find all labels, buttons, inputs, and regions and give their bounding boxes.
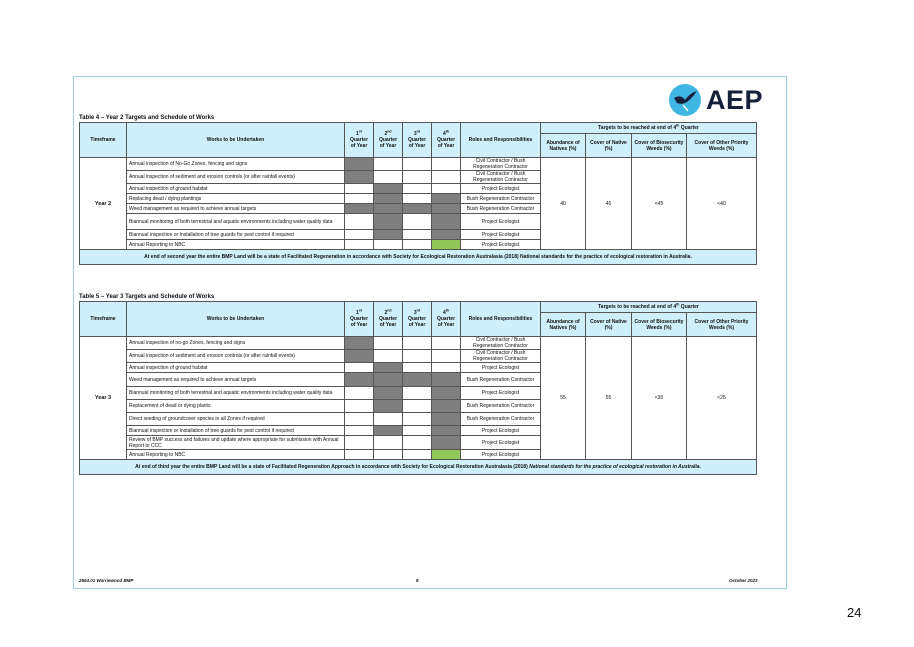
work-cell: Annual inspection of sediment and erosion controls (or after rainfall events) bbox=[127, 350, 345, 363]
table-row bbox=[80, 337, 757, 350]
quarter-4-cell bbox=[432, 350, 461, 363]
quarter-3-cell bbox=[403, 387, 432, 400]
quarter-3-cell bbox=[403, 350, 432, 363]
quarter-3-cell bbox=[403, 214, 432, 230]
header-q2: 2nd Quarter of Year bbox=[374, 123, 403, 158]
role-cell: Project Ecologist bbox=[461, 240, 541, 250]
role-cell: Bush Regeneration Contractor bbox=[461, 400, 541, 413]
footer-date: October 2023 bbox=[729, 578, 758, 583]
target-cover-other: <40 bbox=[687, 158, 757, 250]
target-cover-other: <25 bbox=[687, 337, 757, 460]
quarter-1-cell bbox=[345, 158, 374, 171]
role-cell: Bush Regeneration Contractor bbox=[461, 373, 541, 387]
role-cell: Project Ecologist bbox=[461, 387, 541, 400]
quarter-3-cell bbox=[403, 240, 432, 250]
target-cover-biosecurity: <45 bbox=[632, 158, 687, 250]
quarter-1-cell bbox=[345, 400, 374, 413]
year-3-schedule-table bbox=[79, 301, 757, 475]
quarter-3-cell bbox=[403, 337, 432, 350]
quarter-1-cell bbox=[345, 436, 374, 450]
quarter-2-cell bbox=[374, 350, 403, 363]
header-abundance: Abundance of Natives (%) bbox=[541, 313, 586, 337]
header-q4: 4th Quarter of Year bbox=[432, 123, 461, 158]
quarter-4-cell bbox=[432, 230, 461, 240]
work-cell: Annual Reporting to NBC bbox=[127, 450, 345, 460]
quarter-3-cell bbox=[403, 230, 432, 240]
quarter-4-cell bbox=[432, 426, 461, 436]
header-abundance: Abundance of Natives (%) bbox=[541, 134, 586, 158]
header-cover-other: Cover of Other Priority Weeds (%) bbox=[687, 134, 757, 158]
work-cell: Biannual inspection or Installation of tree guards for pest control if required bbox=[127, 426, 345, 436]
quarter-4-cell bbox=[432, 450, 461, 460]
work-cell: Annual inspection of sediment and erosion controls (or after rainfall events) bbox=[127, 171, 345, 184]
header-works: Works to be Undertaken bbox=[127, 123, 345, 158]
table-footnote: At end of third year the entire BMP Land will be a state of Facilitated Regeneration Approach in accordance with Society for Ecological Restoration Australasia (2018) National standards for the practice of ecological restoration in Australia. bbox=[80, 460, 757, 475]
quarter-1-cell bbox=[345, 230, 374, 240]
work-cell: Annual inspection of ground habitat bbox=[127, 363, 345, 373]
quarter-2-cell bbox=[374, 214, 403, 230]
quarter-4-cell bbox=[432, 436, 461, 450]
work-cell: Annual Reporting to NBC bbox=[127, 240, 345, 250]
quarter-2-cell bbox=[374, 194, 403, 204]
footer-page-number: 8 bbox=[416, 578, 419, 583]
header-cover-native: Cover of Native (%) bbox=[586, 134, 632, 158]
header-roles: Roles and Responsibilities bbox=[461, 302, 541, 337]
work-cell: Annual inspection of No-Go Zones, fencing and signs bbox=[127, 158, 345, 171]
quarter-2-cell bbox=[374, 184, 403, 194]
table-4-title: Table 4 – Year 2 Targets and Schedule of Works bbox=[79, 115, 215, 121]
quarter-1-cell bbox=[345, 373, 374, 387]
quarter-3-cell bbox=[403, 184, 432, 194]
header-cover-biosecurity: Cover of Biosecurity Weeds (%) bbox=[632, 313, 687, 337]
quarter-3-cell bbox=[403, 413, 432, 426]
quarter-4-cell bbox=[432, 194, 461, 204]
quarter-2-cell bbox=[374, 204, 403, 214]
quarter-4-cell bbox=[432, 158, 461, 171]
header-cover-native: Cover of Native (%) bbox=[586, 313, 632, 337]
quarter-2-cell bbox=[374, 363, 403, 373]
role-cell: Civil Contractor / Bush Regeneration Contractor bbox=[461, 171, 541, 184]
quarter-3-cell bbox=[403, 204, 432, 214]
logo-text: AEP bbox=[706, 85, 764, 115]
header-q1: 1st Quarter of Year bbox=[345, 123, 374, 158]
quarter-4-cell bbox=[432, 184, 461, 194]
header-works: Works to be Undertaken bbox=[127, 302, 345, 337]
quarter-3-cell bbox=[403, 436, 432, 450]
quarter-2-cell bbox=[374, 171, 403, 184]
quarter-1-cell bbox=[345, 387, 374, 400]
quarter-2-cell bbox=[374, 400, 403, 413]
quarter-2-cell bbox=[374, 413, 403, 426]
quarter-3-cell bbox=[403, 158, 432, 171]
quarter-1-cell bbox=[345, 214, 374, 230]
quarter-2-cell bbox=[374, 158, 403, 171]
quarter-3-cell bbox=[403, 363, 432, 373]
role-cell: Project Ecologist bbox=[461, 214, 541, 230]
quarter-1-cell bbox=[345, 194, 374, 204]
slide-page-number: 24 bbox=[847, 605, 862, 620]
timeframe-cell: Year 3 bbox=[80, 337, 127, 460]
bird-icon bbox=[668, 83, 702, 117]
quarter-1-cell bbox=[345, 450, 374, 460]
header-cover-biosecurity: Cover of Biosecurity Weeds (%) bbox=[632, 134, 687, 158]
quarter-4-cell bbox=[432, 240, 461, 250]
quarter-1-cell bbox=[345, 426, 374, 436]
role-cell: Project Ecologist bbox=[461, 436, 541, 450]
quarter-2-cell bbox=[374, 230, 403, 240]
header-roles: Roles and Responsibilities bbox=[461, 123, 541, 158]
quarter-4-cell bbox=[432, 337, 461, 350]
header-timeframe: Timeframe bbox=[80, 302, 127, 337]
quarter-1-cell bbox=[345, 363, 374, 373]
quarter-1-cell bbox=[345, 350, 374, 363]
target-cover-biosecurity: <30 bbox=[632, 337, 687, 460]
target-abundance: 55 bbox=[541, 337, 586, 460]
work-cell: Annual inspection of ground habitat bbox=[127, 184, 345, 194]
quarter-2-cell bbox=[374, 387, 403, 400]
quarter-2-cell bbox=[374, 240, 403, 250]
aep-logo bbox=[668, 83, 764, 117]
work-cell: Replacement of dead or dying plants bbox=[127, 400, 345, 413]
quarter-1-cell bbox=[345, 240, 374, 250]
header-timeframe: Timeframe bbox=[80, 123, 127, 158]
year-2-schedule-table bbox=[79, 122, 757, 265]
role-cell: Civil Contractor / Bush Regeneration Contractor bbox=[461, 350, 541, 363]
quarter-1-cell bbox=[345, 171, 374, 184]
quarter-4-cell bbox=[432, 214, 461, 230]
quarter-2-cell bbox=[374, 373, 403, 387]
header-q3: 3rd Quarter of Year bbox=[403, 123, 432, 158]
quarter-3-cell bbox=[403, 400, 432, 413]
work-cell: Replacing dead / dying plantings bbox=[127, 194, 345, 204]
role-cell: Civil Contractor / Bush Regeneration Contractor bbox=[461, 337, 541, 350]
header-q3: 3rd Quarter of Year bbox=[403, 302, 432, 337]
quarter-2-cell bbox=[374, 337, 403, 350]
role-cell: Project Ecologist bbox=[461, 426, 541, 436]
quarter-3-cell bbox=[403, 450, 432, 460]
role-cell: Bush Regeneration Contractor bbox=[461, 413, 541, 426]
quarter-1-cell bbox=[345, 413, 374, 426]
table-footnote: At end of second year the entire BMP Land will be a state of Facilitated Regeneration in accordance with Society for Ecological Restoration Australasia (2018) National standards for the practice of ecological restoration in Australia. bbox=[80, 250, 757, 265]
target-abundance: 40 bbox=[541, 158, 586, 250]
work-cell: Weed management as required to achieve annual targets bbox=[127, 373, 345, 387]
header-targets: Targets to be reached at end of 4th Quarter bbox=[541, 123, 757, 134]
quarter-1-cell bbox=[345, 184, 374, 194]
role-cell: Civil Contractor / Bush Regeneration Contractor bbox=[461, 158, 541, 171]
header-q4: 4th Quarter of Year bbox=[432, 302, 461, 337]
quarter-2-cell bbox=[374, 436, 403, 450]
quarter-1-cell bbox=[345, 337, 374, 350]
work-cell: Biannual monitoring of both terrestrial and aquatic environments including water quality data bbox=[127, 387, 345, 400]
quarter-4-cell bbox=[432, 363, 461, 373]
quarter-2-cell bbox=[374, 450, 403, 460]
target-cover-native: 45 bbox=[586, 158, 632, 250]
role-cell: Bush Regeneration Contractor bbox=[461, 204, 541, 214]
role-cell: Project Ecologist bbox=[461, 363, 541, 373]
quarter-3-cell bbox=[403, 426, 432, 436]
header-q2: 2nd Quarter of Year bbox=[374, 302, 403, 337]
work-cell: Biannual inspection or Installation of tree guards for pest control if required bbox=[127, 230, 345, 240]
quarter-4-cell bbox=[432, 400, 461, 413]
footer-document-id: 2564.01 Warriewood BMP bbox=[79, 578, 134, 583]
role-cell: Project Ecologist bbox=[461, 184, 541, 194]
quarter-4-cell bbox=[432, 373, 461, 387]
header-q1: 1st Quarter of Year bbox=[345, 302, 374, 337]
work-cell: Weed management as required to achieve annual targets bbox=[127, 204, 345, 214]
quarter-1-cell bbox=[345, 204, 374, 214]
quarter-2-cell bbox=[374, 426, 403, 436]
header-targets: Targets to be reached at end of 4th Quarter bbox=[541, 302, 757, 313]
role-cell: Bush Regeneration Contractor bbox=[461, 194, 541, 204]
quarter-4-cell bbox=[432, 413, 461, 426]
table-row bbox=[80, 158, 757, 171]
table-5-title: Table 5 – Year 3 Targets and Schedule of Works bbox=[79, 294, 215, 300]
work-cell: Review of BMP success and failures and update where appropriate for submission with Annual Report to CCC bbox=[127, 436, 345, 450]
role-cell: Project Ecologist bbox=[461, 450, 541, 460]
role-cell: Project Ecologist bbox=[461, 230, 541, 240]
document-page bbox=[73, 76, 787, 589]
quarter-4-cell bbox=[432, 171, 461, 184]
timeframe-cell: Year 2 bbox=[80, 158, 127, 250]
quarter-3-cell bbox=[403, 373, 432, 387]
quarter-4-cell bbox=[432, 387, 461, 400]
work-cell: Direct seeding of groundcover species in all Zones if required bbox=[127, 413, 345, 426]
quarter-3-cell bbox=[403, 194, 432, 204]
quarter-3-cell bbox=[403, 171, 432, 184]
header-cover-other: Cover of Other Priority Weeds (%) bbox=[687, 313, 757, 337]
target-cover-native: 55 bbox=[586, 337, 632, 460]
quarter-4-cell bbox=[432, 204, 461, 214]
work-cell: Biannual monitoring of both terrestrial and aquatic environments including water quality data bbox=[127, 214, 345, 230]
work-cell: Annual inspection of no-go Zones, fencing and signs bbox=[127, 337, 345, 350]
